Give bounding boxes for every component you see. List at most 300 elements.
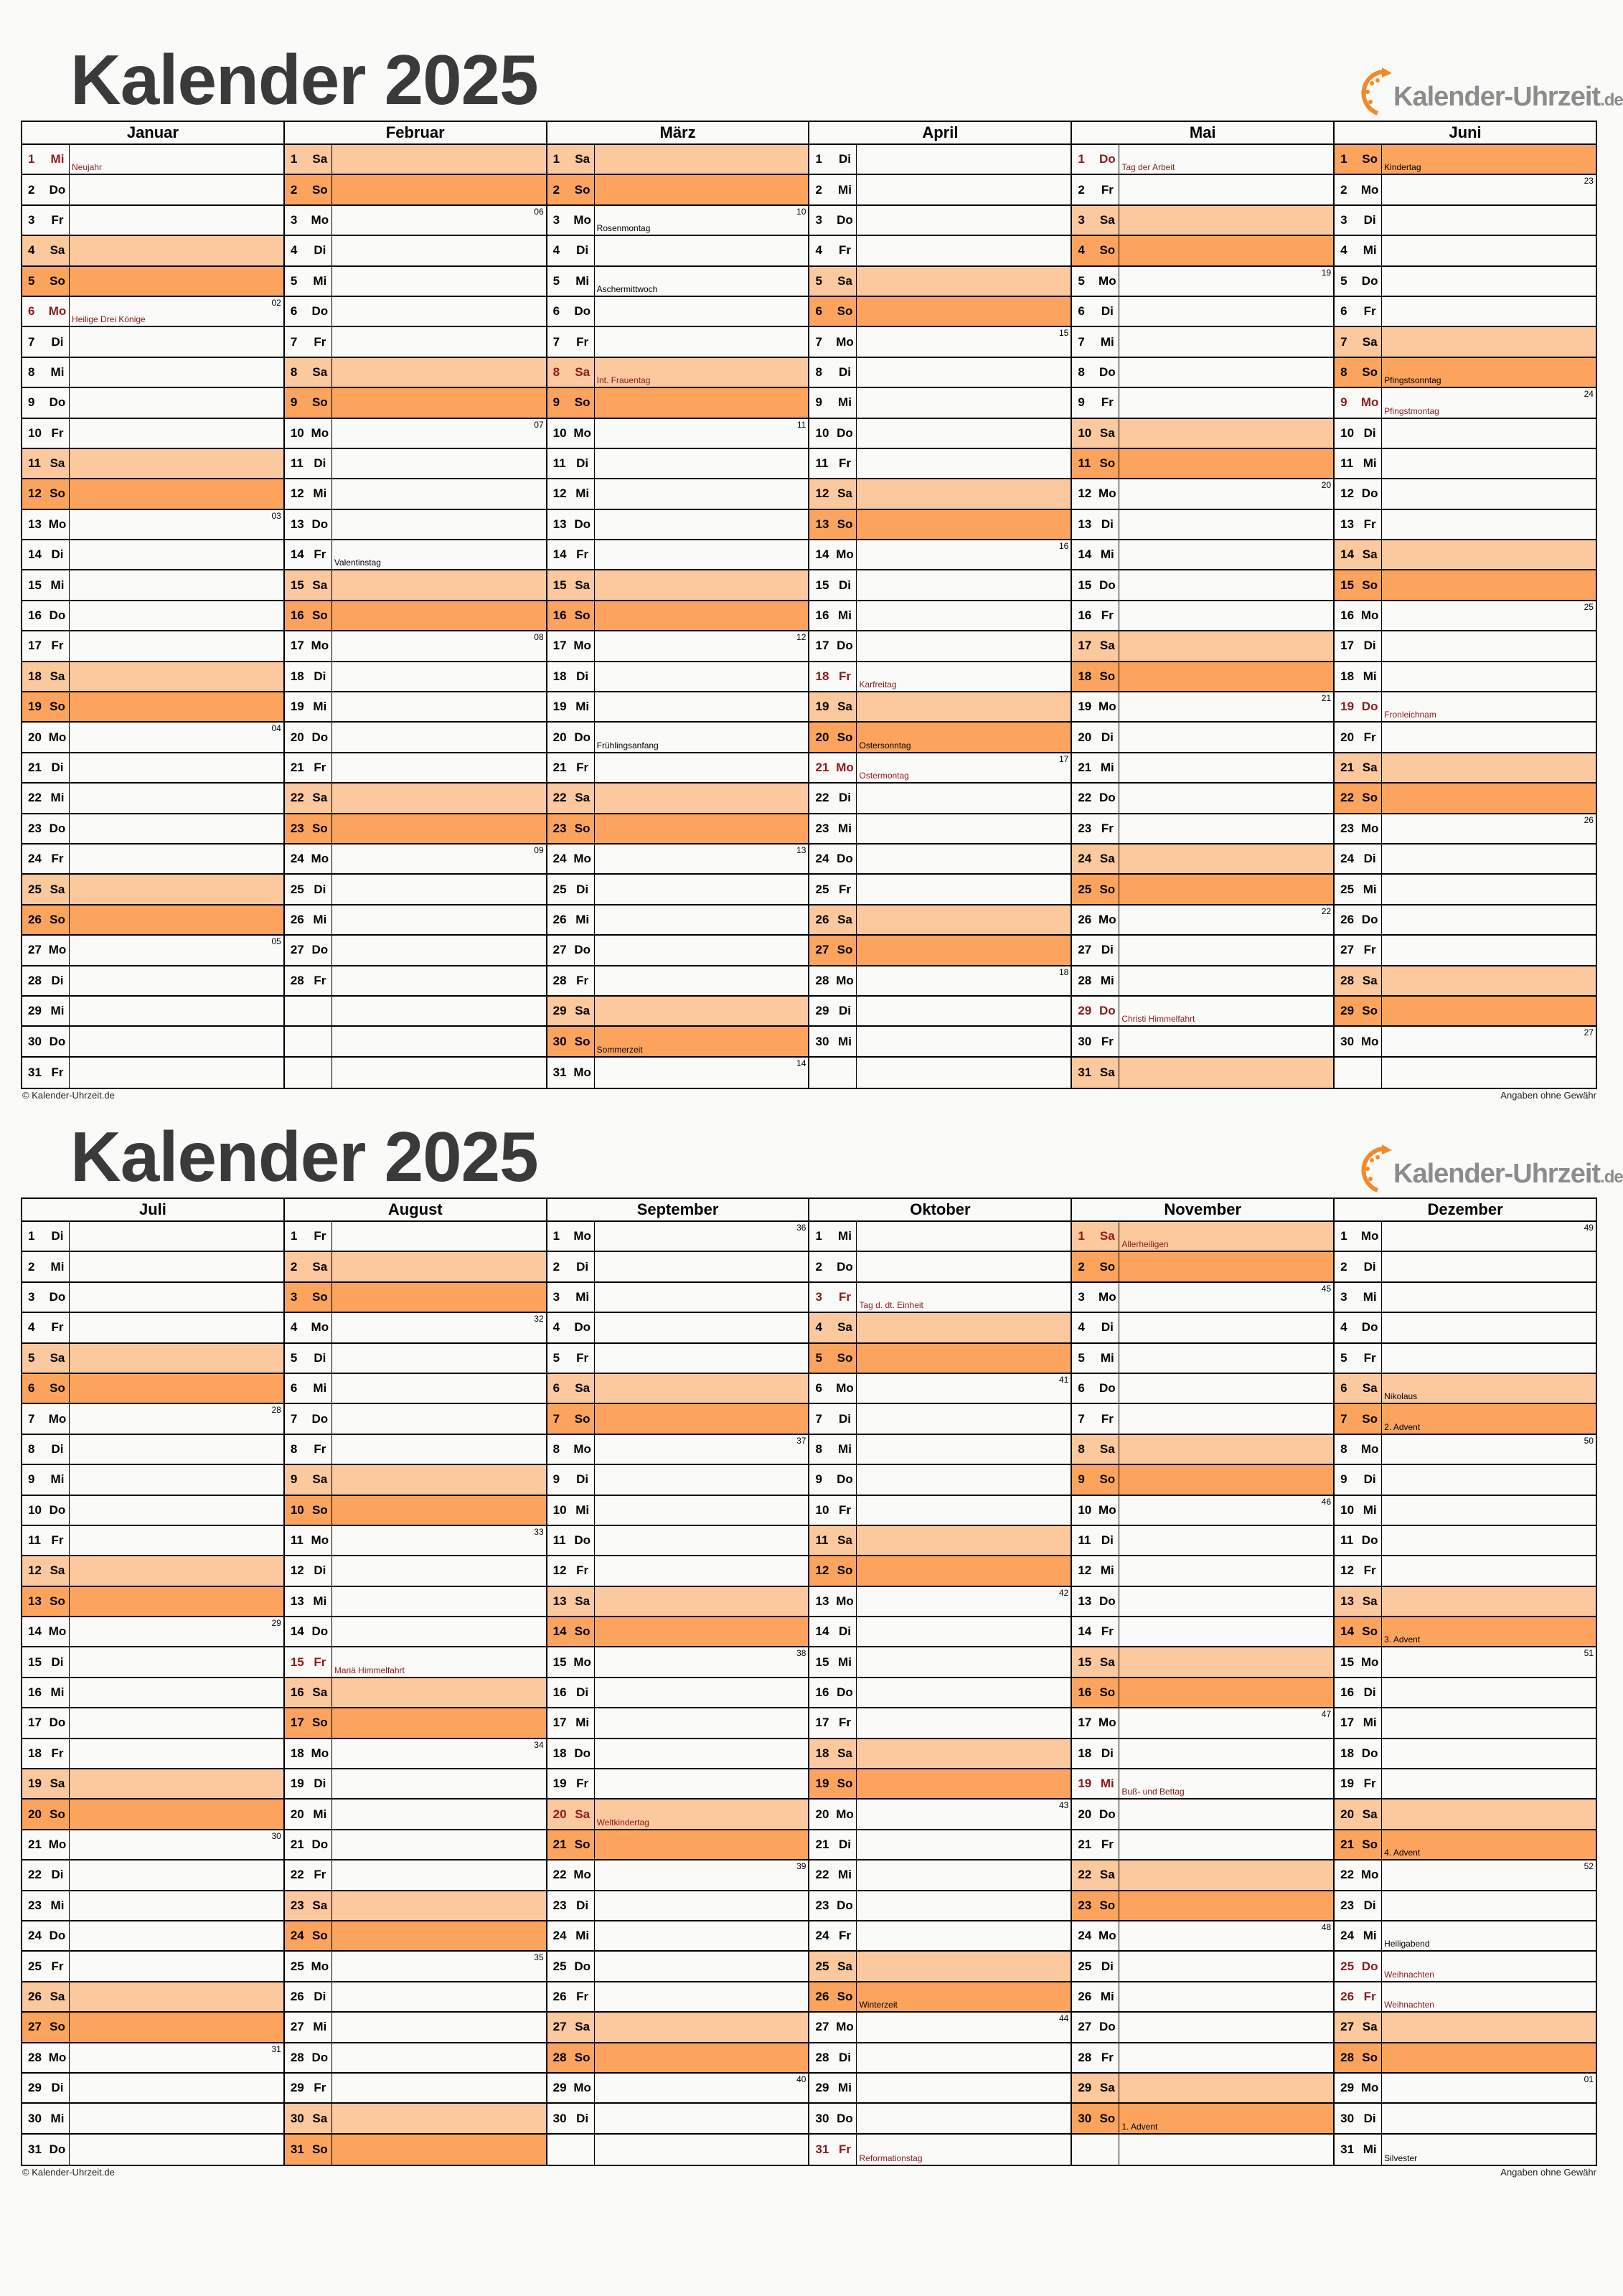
day-row[interactable] [285, 1374, 546, 1404]
day-row[interactable] [285, 1587, 546, 1617]
day-row[interactable] [285, 601, 546, 631]
day-row[interactable] [547, 510, 809, 540]
day-row[interactable] [547, 1404, 809, 1434]
day-row[interactable] [809, 1374, 1071, 1404]
day-row[interactable] [1072, 936, 1333, 966]
day-row[interactable] [285, 1556, 546, 1586]
day-row[interactable] [1335, 1647, 1596, 1678]
day-row[interactable] [285, 570, 546, 601]
day-row[interactable] [1072, 1891, 1333, 1921]
day-row[interactable] [809, 1678, 1071, 1708]
day-row[interactable] [285, 327, 546, 357]
day-row[interactable] [1335, 1435, 1596, 1465]
day-row[interactable] [547, 723, 809, 753]
day-row[interactable] [1335, 2135, 1596, 2165]
day-row[interactable] [22, 692, 283, 723]
day-row[interactable] [285, 1496, 546, 1526]
day-row[interactable] [1335, 631, 1596, 662]
day-row[interactable] [1072, 875, 1333, 905]
day-row[interactable] [22, 966, 283, 997]
day-row[interactable] [1072, 1465, 1333, 1495]
day-row[interactable] [1335, 1027, 1596, 1057]
day-row[interactable] [285, 1769, 546, 1799]
day-row[interactable] [547, 1830, 809, 1860]
day-row[interactable] [1072, 1647, 1333, 1678]
day-row[interactable] [1072, 997, 1333, 1027]
day-row[interactable] [1335, 905, 1596, 936]
day-row[interactable] [285, 1830, 546, 1860]
day-row[interactable] [1335, 1526, 1596, 1556]
day-row[interactable] [809, 419, 1071, 449]
day-row[interactable] [1335, 1313, 1596, 1343]
day-row[interactable] [285, 1952, 546, 1982]
day-row[interactable] [1072, 570, 1333, 601]
day-row[interactable] [1072, 1556, 1333, 1586]
day-row[interactable] [1072, 601, 1333, 631]
day-row[interactable] [22, 631, 283, 662]
day-row[interactable] [809, 905, 1071, 936]
day-row[interactable] [1335, 1708, 1596, 1739]
day-row[interactable] [22, 1435, 283, 1465]
day-row[interactable] [547, 540, 809, 570]
day-row[interactable] [22, 753, 283, 784]
day-row[interactable] [1072, 145, 1333, 175]
day-row[interactable] [22, 175, 283, 205]
day-row[interactable] [547, 1617, 809, 1647]
day-row[interactable] [22, 2104, 283, 2134]
day-row[interactable] [1072, 905, 1333, 936]
day-row[interactable] [22, 479, 283, 509]
day-row[interactable] [285, 1404, 546, 1434]
day-row[interactable] [547, 236, 809, 266]
day-row[interactable] [547, 2104, 809, 2134]
day-row[interactable] [809, 1891, 1071, 1921]
day-row[interactable] [285, 236, 546, 266]
day-row[interactable] [809, 997, 1071, 1027]
day-row[interactable] [1072, 1252, 1333, 1282]
day-row[interactable] [22, 1739, 283, 1769]
day-row[interactable] [1335, 479, 1596, 509]
day-row[interactable] [22, 1830, 283, 1860]
day-row[interactable] [547, 1678, 809, 1708]
day-row[interactable] [1072, 388, 1333, 418]
day-row[interactable] [285, 479, 546, 509]
day-row[interactable] [1335, 1952, 1596, 1982]
day-row[interactable] [1335, 358, 1596, 388]
day-row[interactable] [1072, 692, 1333, 723]
day-row[interactable] [1072, 1708, 1333, 1739]
day-row[interactable] [1335, 1283, 1596, 1313]
day-row[interactable] [285, 1313, 546, 1343]
day-row[interactable] [285, 1921, 546, 1952]
day-row[interactable] [22, 206, 283, 236]
day-row[interactable] [285, 1891, 546, 1921]
day-row[interactable] [1072, 1921, 1333, 1952]
day-row[interactable] [809, 2013, 1071, 2043]
day-row[interactable] [22, 449, 283, 479]
day-row[interactable] [1335, 388, 1596, 418]
day-row[interactable] [285, 267, 546, 297]
day-row[interactable] [547, 1982, 809, 2013]
day-row[interactable] [547, 358, 809, 388]
day-row[interactable] [1072, 2043, 1333, 2074]
day-row[interactable] [1335, 2104, 1596, 2134]
day-row[interactable] [1072, 2013, 1333, 2043]
day-row[interactable] [22, 997, 283, 1027]
day-row[interactable] [285, 510, 546, 540]
day-row[interactable] [809, 662, 1071, 692]
day-row[interactable] [285, 966, 546, 997]
day-row[interactable] [547, 2074, 809, 2104]
day-row[interactable] [1335, 540, 1596, 570]
day-row[interactable] [285, 1860, 546, 1891]
day-row[interactable] [285, 631, 546, 662]
day-row[interactable] [285, 358, 546, 388]
day-row[interactable] [22, 1891, 283, 1921]
day-row[interactable] [809, 753, 1071, 784]
day-row[interactable] [22, 1252, 283, 1282]
day-row[interactable] [22, 1313, 283, 1343]
day-row[interactable] [22, 784, 283, 814]
day-row[interactable] [809, 1556, 1071, 1586]
day-row[interactable] [809, 1526, 1071, 1556]
day-row[interactable] [809, 875, 1071, 905]
day-row[interactable] [809, 358, 1071, 388]
day-row[interactable] [1072, 1769, 1333, 1799]
day-row[interactable] [22, 1374, 283, 1404]
day-row[interactable] [1072, 1982, 1333, 2013]
day-row[interactable] [809, 327, 1071, 357]
day-row[interactable] [1072, 449, 1333, 479]
day-row[interactable] [285, 1647, 546, 1678]
day-row[interactable] [1072, 1830, 1333, 1860]
day-row[interactable] [547, 479, 809, 509]
day-row[interactable] [809, 1404, 1071, 1434]
day-row[interactable] [1072, 2104, 1333, 2134]
day-row[interactable] [22, 145, 283, 175]
day-row[interactable] [547, 784, 809, 814]
day-row[interactable] [22, 510, 283, 540]
day-row[interactable] [1335, 1344, 1596, 1374]
day-row[interactable] [809, 1647, 1071, 1678]
day-row[interactable] [1072, 175, 1333, 205]
day-row[interactable] [547, 601, 809, 631]
day-row[interactable] [809, 1769, 1071, 1799]
day-row[interactable] [547, 1252, 809, 1282]
day-row[interactable] [285, 844, 546, 875]
day-row[interactable] [1335, 1739, 1596, 1769]
day-row[interactable] [547, 1344, 809, 1374]
day-row[interactable] [22, 723, 283, 753]
day-row[interactable] [22, 1647, 283, 1678]
day-row[interactable] [285, 784, 546, 814]
day-row[interactable] [1072, 784, 1333, 814]
day-row[interactable] [809, 723, 1071, 753]
day-row[interactable] [809, 206, 1071, 236]
day-row[interactable] [1072, 236, 1333, 266]
day-row[interactable] [809, 631, 1071, 662]
day-row[interactable] [285, 449, 546, 479]
day-row[interactable] [547, 1374, 809, 1404]
day-row[interactable] [1072, 2074, 1333, 2104]
day-row[interactable] [1335, 145, 1596, 175]
day-row[interactable] [809, 1465, 1071, 1495]
day-row[interactable] [22, 601, 283, 631]
day-row[interactable] [22, 1465, 283, 1495]
day-row[interactable] [809, 1952, 1071, 1982]
day-row[interactable] [22, 358, 283, 388]
day-row[interactable] [1335, 2074, 1596, 2104]
day-row[interactable] [547, 388, 809, 418]
day-row[interactable] [285, 206, 546, 236]
day-row[interactable] [809, 1708, 1071, 1739]
day-row[interactable] [809, 1252, 1071, 1282]
day-row[interactable] [547, 997, 809, 1027]
day-row[interactable] [1072, 1526, 1333, 1556]
day-row[interactable] [1335, 1860, 1596, 1891]
day-row[interactable] [1335, 1556, 1596, 1586]
day-row[interactable] [1335, 753, 1596, 784]
day-row[interactable] [285, 814, 546, 844]
day-row[interactable] [1335, 814, 1596, 844]
day-row[interactable] [22, 540, 283, 570]
day-row[interactable] [1335, 844, 1596, 875]
day-row[interactable] [1335, 206, 1596, 236]
day-row[interactable] [547, 1435, 809, 1465]
day-row[interactable] [1335, 966, 1596, 997]
day-row[interactable] [547, 1465, 809, 1495]
day-row[interactable] [1335, 419, 1596, 449]
day-row[interactable] [809, 784, 1071, 814]
day-row[interactable] [285, 297, 546, 327]
day-row[interactable] [809, 1921, 1071, 1952]
day-row[interactable] [1072, 510, 1333, 540]
day-row[interactable] [1335, 1617, 1596, 1647]
day-row[interactable] [1335, 1496, 1596, 1526]
day-row[interactable] [547, 419, 809, 449]
day-row[interactable] [809, 1617, 1071, 1647]
day-row[interactable] [22, 1027, 283, 1057]
day-row[interactable] [285, 1708, 546, 1739]
day-row[interactable] [547, 1027, 809, 1057]
day-row[interactable] [22, 1404, 283, 1434]
day-row[interactable] [285, 419, 546, 449]
day-row[interactable] [547, 175, 809, 205]
day-row[interactable] [22, 1496, 283, 1526]
day-row[interactable] [1335, 1222, 1596, 1252]
day-row[interactable] [1072, 814, 1333, 844]
day-row[interactable] [22, 267, 283, 297]
day-row[interactable] [547, 206, 809, 236]
day-row[interactable] [809, 1860, 1071, 1891]
day-row[interactable] [809, 1982, 1071, 2013]
day-row[interactable] [285, 753, 546, 784]
day-row[interactable] [809, 1739, 1071, 1769]
day-row[interactable] [547, 753, 809, 784]
day-row[interactable] [285, 2013, 546, 2043]
day-row[interactable] [22, 905, 283, 936]
day-row[interactable] [1072, 1027, 1333, 1057]
day-row[interactable] [547, 570, 809, 601]
day-row[interactable] [547, 875, 809, 905]
day-row[interactable] [809, 236, 1071, 266]
day-row[interactable] [22, 875, 283, 905]
day-row[interactable] [809, 570, 1071, 601]
day-row[interactable] [22, 2013, 283, 2043]
day-row[interactable] [809, 1313, 1071, 1343]
day-row[interactable] [22, 1708, 283, 1739]
day-row[interactable] [809, 145, 1071, 175]
day-row[interactable] [1335, 1982, 1596, 2013]
day-row[interactable] [547, 1860, 809, 1891]
day-row[interactable] [1335, 1769, 1596, 1799]
day-row[interactable] [547, 844, 809, 875]
day-row[interactable] [547, 1496, 809, 1526]
day-row[interactable] [22, 1283, 283, 1313]
day-row[interactable] [1335, 1404, 1596, 1434]
day-row[interactable] [1072, 631, 1333, 662]
day-row[interactable] [1072, 327, 1333, 357]
day-row[interactable] [547, 1313, 809, 1343]
day-row[interactable] [285, 1617, 546, 1647]
day-row[interactable] [809, 1344, 1071, 1374]
day-row[interactable] [1072, 1222, 1333, 1252]
day-row[interactable] [547, 297, 809, 327]
day-row[interactable] [22, 236, 283, 266]
day-row[interactable] [1072, 540, 1333, 570]
day-row[interactable] [547, 1708, 809, 1739]
day-row[interactable] [1335, 327, 1596, 357]
day-row[interactable] [1072, 662, 1333, 692]
day-row[interactable] [809, 1222, 1071, 1252]
day-row[interactable] [1072, 1587, 1333, 1617]
day-row[interactable] [1072, 1374, 1333, 1404]
day-row[interactable] [22, 1556, 283, 1586]
day-row[interactable] [809, 175, 1071, 205]
day-row[interactable] [285, 905, 546, 936]
day-row[interactable] [1072, 1678, 1333, 1708]
day-row[interactable] [1072, 267, 1333, 297]
day-row[interactable] [809, 966, 1071, 997]
day-row[interactable] [22, 1344, 283, 1374]
day-row[interactable] [1335, 723, 1596, 753]
day-row[interactable] [22, 297, 283, 327]
day-row[interactable] [22, 1769, 283, 1799]
day-row[interactable] [809, 2135, 1071, 2165]
day-row[interactable] [547, 1799, 809, 1830]
day-row[interactable] [1072, 1435, 1333, 1465]
day-row[interactable] [22, 1799, 283, 1830]
day-row[interactable] [809, 1496, 1071, 1526]
day-row[interactable] [1335, 236, 1596, 266]
day-row[interactable] [809, 449, 1071, 479]
day-row[interactable] [285, 1799, 546, 1830]
day-row[interactable] [809, 540, 1071, 570]
day-row[interactable] [1072, 1952, 1333, 1982]
day-row[interactable] [22, 1921, 283, 1952]
day-row[interactable] [809, 844, 1071, 875]
day-row[interactable] [22, 1860, 283, 1891]
day-row[interactable] [809, 1027, 1071, 1057]
day-row[interactable] [285, 1465, 546, 1495]
day-row[interactable] [1072, 753, 1333, 784]
day-row[interactable] [1335, 1252, 1596, 1282]
day-row[interactable] [547, 662, 809, 692]
day-row[interactable] [22, 2074, 283, 2104]
day-row[interactable] [809, 692, 1071, 723]
day-row[interactable] [22, 1617, 283, 1647]
day-row[interactable] [809, 2043, 1071, 2074]
day-row[interactable] [1072, 966, 1333, 997]
day-row[interactable] [285, 2074, 546, 2104]
day-row[interactable] [547, 936, 809, 966]
day-row[interactable] [1335, 175, 1596, 205]
day-row[interactable] [809, 297, 1071, 327]
day-row[interactable] [1072, 1739, 1333, 1769]
day-row[interactable] [285, 388, 546, 418]
day-row[interactable] [1335, 267, 1596, 297]
day-row[interactable] [809, 936, 1071, 966]
day-row[interactable] [285, 1283, 546, 1313]
day-row[interactable] [22, 662, 283, 692]
day-row[interactable] [547, 1647, 809, 1678]
day-row[interactable] [1335, 1799, 1596, 1830]
day-row[interactable] [547, 1739, 809, 1769]
day-row[interactable] [547, 1283, 809, 1313]
day-row[interactable] [547, 1587, 809, 1617]
day-row[interactable] [22, 1587, 283, 1617]
day-row[interactable] [809, 1830, 1071, 1860]
day-row[interactable] [547, 1556, 809, 1586]
day-row[interactable] [285, 1344, 546, 1374]
day-row[interactable] [809, 2104, 1071, 2134]
day-row[interactable] [22, 1222, 283, 1252]
day-row[interactable] [809, 2074, 1071, 2104]
day-row[interactable] [1072, 419, 1333, 449]
day-row[interactable] [1335, 662, 1596, 692]
day-row[interactable] [547, 327, 809, 357]
day-row[interactable] [285, 2104, 546, 2134]
day-row[interactable] [285, 145, 546, 175]
day-row[interactable] [547, 1222, 809, 1252]
day-row[interactable] [547, 2013, 809, 2043]
day-row[interactable] [22, 1952, 283, 1982]
day-row[interactable] [1072, 1283, 1333, 1313]
day-row[interactable] [809, 267, 1071, 297]
day-row[interactable] [22, 1678, 283, 1708]
day-row[interactable] [547, 966, 809, 997]
day-row[interactable] [809, 1283, 1071, 1313]
day-row[interactable] [809, 510, 1071, 540]
day-row[interactable] [285, 175, 546, 205]
day-row[interactable] [1335, 601, 1596, 631]
day-row[interactable] [285, 1739, 546, 1769]
day-row[interactable] [547, 1921, 809, 1952]
day-row[interactable] [285, 692, 546, 723]
day-row[interactable] [1072, 1313, 1333, 1343]
day-row[interactable] [1335, 1921, 1596, 1952]
day-row[interactable] [22, 570, 283, 601]
day-row[interactable] [1335, 2043, 1596, 2074]
day-row[interactable] [285, 1982, 546, 2013]
day-row[interactable] [1335, 510, 1596, 540]
day-row[interactable] [285, 875, 546, 905]
day-row[interactable] [285, 2043, 546, 2074]
day-row[interactable] [285, 1678, 546, 1708]
day-row[interactable] [1335, 997, 1596, 1027]
day-row[interactable] [547, 1526, 809, 1556]
day-row[interactable] [1335, 1830, 1596, 1860]
